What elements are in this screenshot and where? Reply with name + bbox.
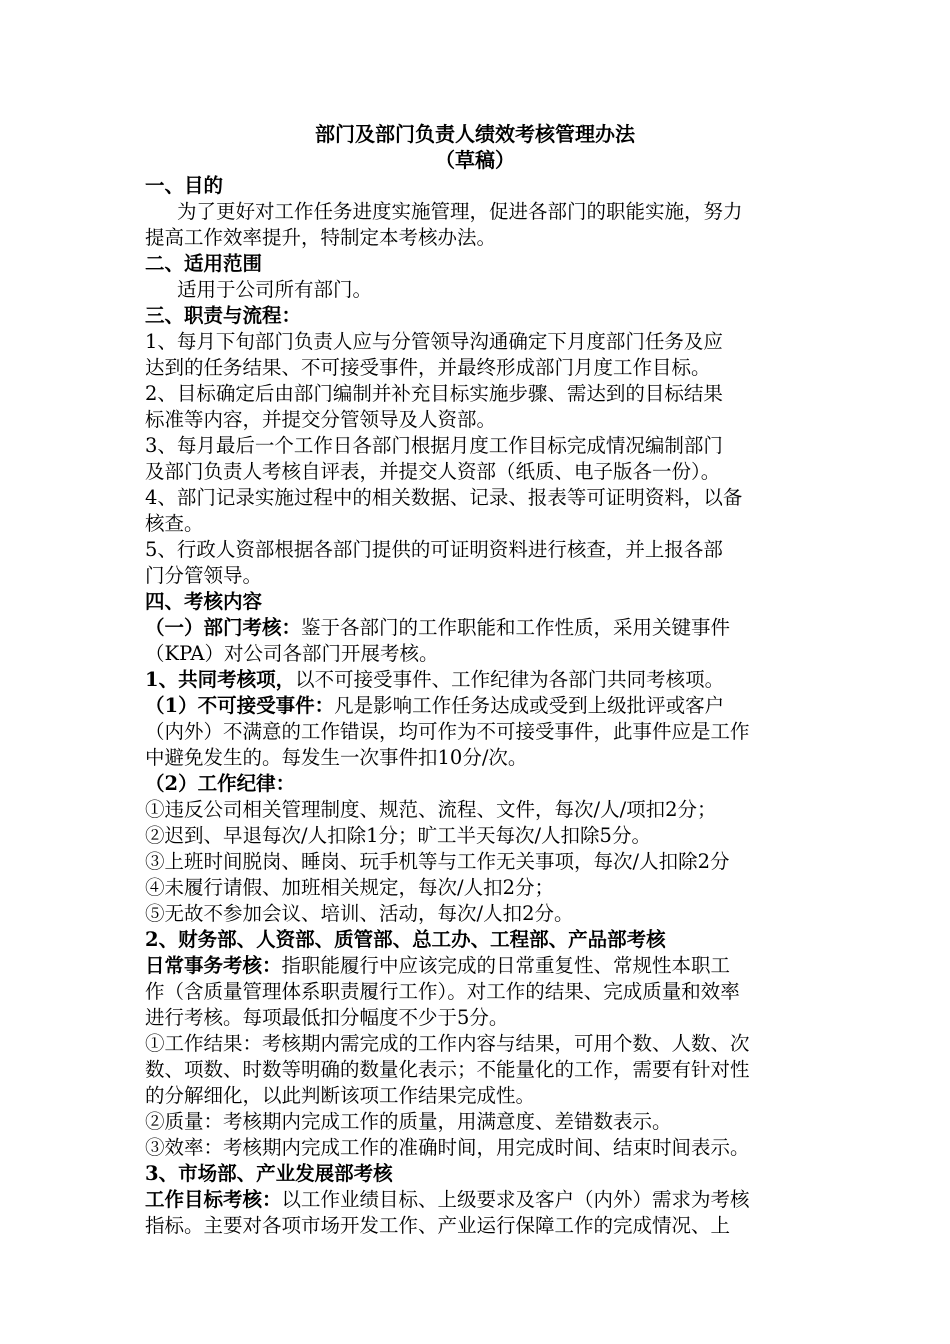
section-heading: 三、职责与流程： bbox=[145, 304, 302, 327]
inline-heading: （一）部门考核： bbox=[145, 616, 302, 639]
paragraph-line: 1、每月下旬部门负责人应与分管领导沟通确定下月度部门任务及应 bbox=[145, 330, 723, 353]
paragraph-line: 提高工作效率提升，特制定本考核办法。 bbox=[145, 226, 497, 249]
paragraph-line: 中避免发生的。每发生一次事件扣10分/次。 bbox=[145, 746, 528, 769]
paragraph-line: 及部门负责人考核自评表，并提交人资部（纸质、电子版各一份）。 bbox=[145, 460, 721, 483]
paragraph-line: 达到的任务结果、不可接受事件，并最终形成部门月度工作目标。 bbox=[145, 356, 711, 379]
paragraph-line: （内外）不满意的工作错误，均可作为不可接受事件，此事件应是工作 bbox=[145, 720, 750, 743]
paragraph-line: 标准等内容，并提交分管领导及人资部。 bbox=[145, 408, 497, 431]
paragraph-line: （KPA）对公司各部门开展考核。 bbox=[145, 642, 439, 665]
paragraph-line: 核查。 bbox=[145, 512, 204, 535]
paragraph-line: 5、行政人资部根据各部门提供的可证明资料进行核查，并上报各部 bbox=[145, 538, 723, 561]
list-item: ⑤无故不参加会议、培训、活动，每次/人扣2分。 bbox=[145, 902, 574, 925]
paragraph-line: 适用于公司所有部门。 bbox=[177, 278, 373, 301]
list-item: ④未履行请假、加班相关规定，每次/人扣2分； bbox=[145, 876, 554, 899]
paragraph-line: 进行考核。每项最低扣分幅度不少于5分。 bbox=[145, 1006, 509, 1029]
section-heading: 四、考核内容 bbox=[145, 590, 263, 613]
inline-heading: （2）工作纪律： bbox=[145, 772, 296, 795]
paragraph-line: 2、目标确定后由部门编制并补充目标实施步骤、需达到的目标结果 bbox=[145, 382, 723, 405]
section-heading: 2、财务部、人资部、质管部、总工办、工程部、产品部考核 bbox=[145, 928, 666, 951]
paragraph-line: 4、部门记录实施过程中的相关数据、记录、报表等可证明资料，以备 bbox=[145, 486, 743, 509]
doc-title: 部门及部门负责人绩效考核管理办法 bbox=[315, 122, 635, 146]
section-heading: 3、市场部、产业发展部考核 bbox=[145, 1162, 393, 1185]
list-item: ②质量：考核期内完成工作的质量，用满意度、差错数表示。 bbox=[145, 1110, 672, 1133]
list-item: ③上班时间脱岗、睡岗、玩手机等与工作无关事项，每次/人扣除2分 bbox=[145, 850, 730, 873]
paragraph-line: 作（含质量管理体系职责履行工作）。对工作的结果、完成质量和效率 bbox=[145, 980, 740, 1003]
paragraph-line bbox=[145, 667, 825, 693]
paragraph-line: 的分解细化，以此判断该项工作结果完成性。 bbox=[145, 1084, 536, 1107]
inline-heading: （1）不可接受事件： bbox=[145, 694, 335, 717]
list-item: ③效率：考核期内完成工作的准确时间，用完成时间、结束时间表示。 bbox=[145, 1136, 750, 1159]
paragraph-line bbox=[145, 693, 825, 719]
list-item: ①工作结果：考核期内需完成的工作内容与结果，可用个数、人数、次 bbox=[145, 1032, 750, 1055]
inline-heading: 工作目标考核： bbox=[145, 1188, 282, 1211]
paragraph-line: 门分管领导。 bbox=[145, 564, 263, 587]
inline-text: 以不可接受事件、工作纪律为各部门共同考核项。 bbox=[295, 668, 725, 691]
section-heading: 一、目的 bbox=[145, 174, 224, 197]
paragraph-line bbox=[145, 615, 825, 641]
paragraph-line bbox=[145, 953, 825, 979]
inline-heading: 日常事务考核： bbox=[145, 954, 282, 977]
section-heading: 二、适用范围 bbox=[145, 252, 263, 275]
paragraph-line: 3、每月最后一个工作日各部门根据月度工作目标完成情况编制部门 bbox=[145, 434, 723, 457]
paragraph-line: 指标。主要对各项市场开发工作、产业运行保障工作的完成情况、上 bbox=[145, 1214, 731, 1237]
inline-heading: 1、共同考核项， bbox=[145, 668, 296, 691]
list-item: ②迟到、早退每次/人扣除1分；旷工半天每次/人扣除5分。 bbox=[145, 824, 651, 847]
paragraph-line: 数、项数、时数等明确的数量化表示；不能量化的工作，需要有针对性 bbox=[145, 1058, 750, 1081]
inline-text: 鉴于各部门的工作职能和工作性质，采用关键事件 bbox=[301, 616, 731, 639]
paragraph-line bbox=[145, 1187, 825, 1213]
doc-subtitle: （草稿） bbox=[435, 148, 515, 172]
list-item: ①违反公司相关管理制度、规范、流程、文件，每次/人/项扣2分； bbox=[145, 798, 717, 821]
paragraph-line: 为了更好对工作任务进度实施管理，促进各部门的职能实施，努力 bbox=[177, 200, 743, 223]
inline-text: 凡是影响工作任务达成或受到上级批评或客户 bbox=[334, 694, 725, 717]
inline-text: 以工作业绩目标、上级要求及客户（内外）需求为考核 bbox=[281, 1188, 750, 1211]
inline-text: 指职能履行中应该完成的日常重复性、常规性本职工 bbox=[281, 954, 731, 977]
